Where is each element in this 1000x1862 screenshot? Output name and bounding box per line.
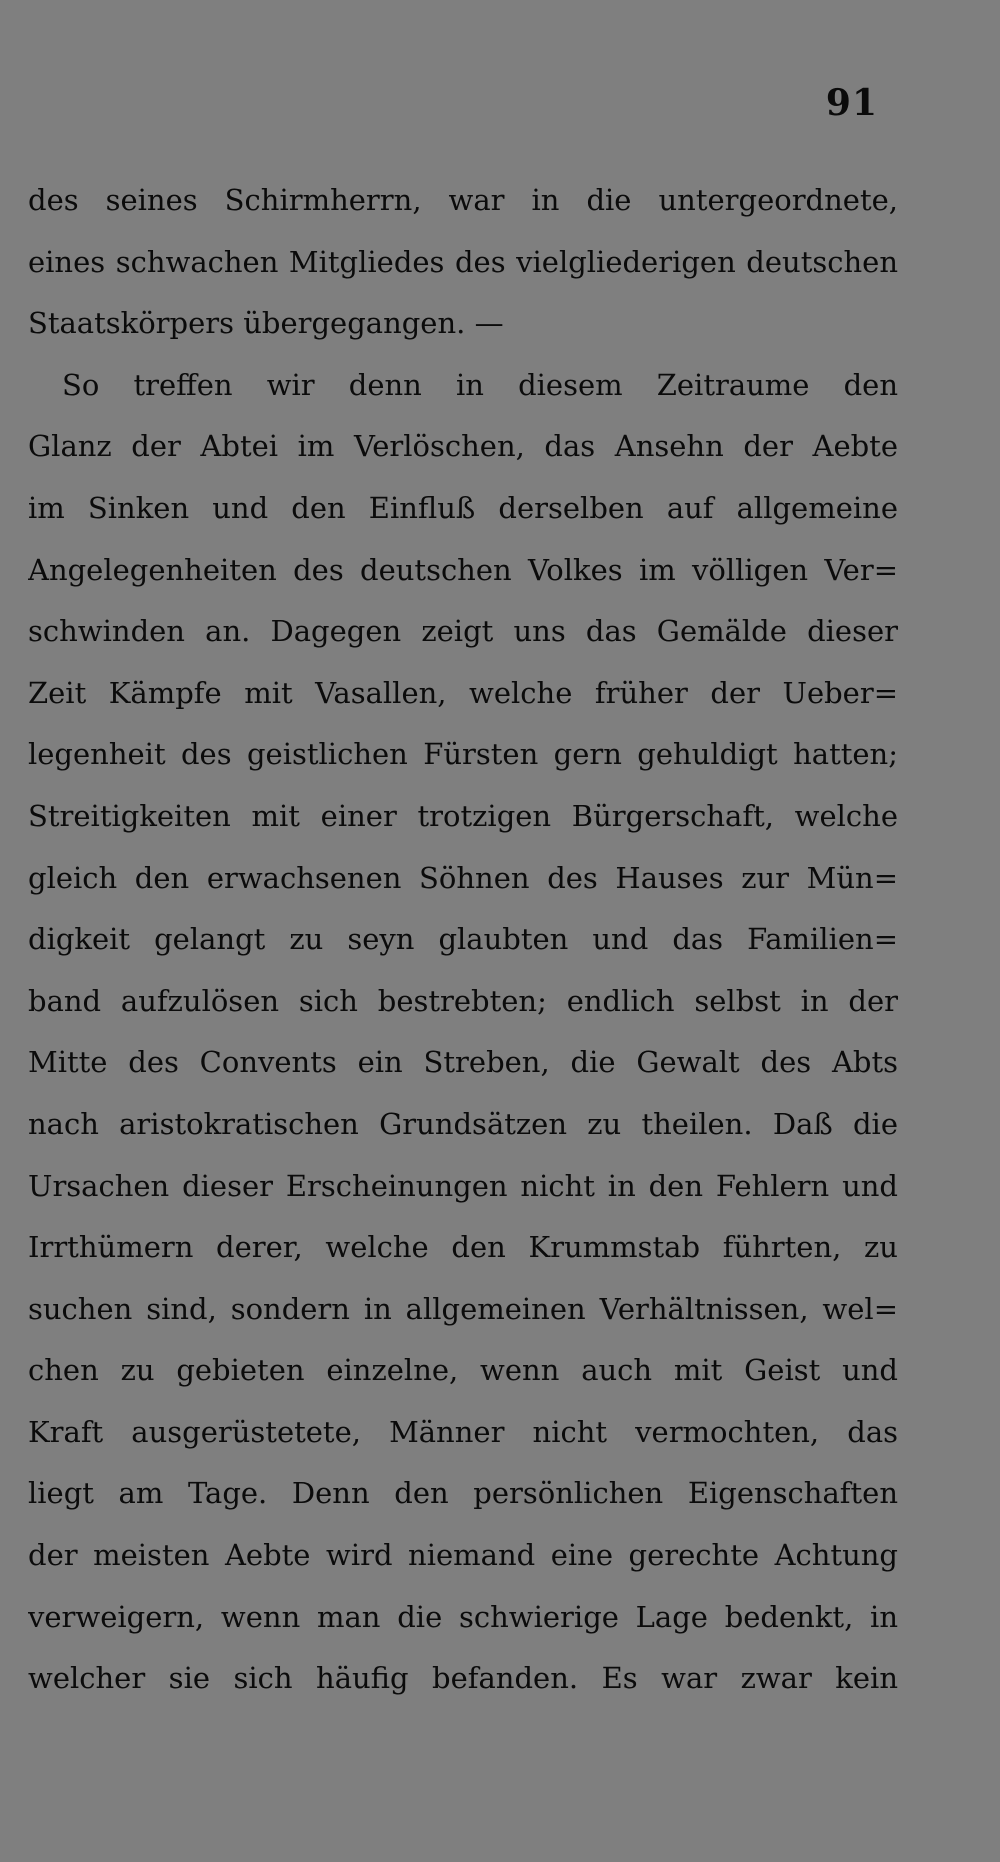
text-line: chen zu gebieten einzelne, wenn auch mit Geist und — [28, 1353, 898, 1388]
text-line: nach aristokratischen Grundsätzen zu theilen. Daß die — [28, 1106, 898, 1141]
text-line: Glanz der Abtei im Verlöschen, das Ansehn der Aebte — [28, 429, 898, 464]
text-line: eines schwachen Mitgliedes des vielgliederigen deutschen — [28, 244, 898, 279]
text-line: im Sinken und den Einfluß derselben auf allgemeine — [28, 490, 898, 525]
text-line: Mitte des Convents ein Streben, die Gewalt des Abts — [28, 1045, 898, 1080]
text-line: Ursachen dieser Erscheinungen nicht in den Fehlern und — [28, 1168, 898, 1203]
text-line: Staatskörpers übergegangen. — — [28, 306, 504, 341]
text-line: des seines Schirmherrn, war in die untergeordnete, — [28, 183, 898, 217]
text-line: verweigern, wenn man die schwierige Lage bedenkt, in — [28, 1599, 898, 1634]
text-line: Zeit Kämpfe mit Vasallen, welche früher der Ueber= — [28, 675, 898, 710]
text-line: digkeit gelangt zu seyn glaubten und das Familien= — [28, 922, 898, 957]
text-line: der meisten Aebte wird niemand eine gerechte Achtung — [28, 1538, 898, 1573]
text-line: suchen sind, sondern in allgemeinen Verhältnissen, wel= — [28, 1291, 898, 1326]
text-line: Irrthümern derer, welche den Krummstab führten, zu — [28, 1230, 898, 1265]
text-line: So treffen wir denn in diesem Zeitraume den — [62, 367, 898, 402]
text-line: welcher sie sich häufig befanden. Es war zwar kein — [28, 1661, 898, 1696]
text-line: Kraft ausgerüstetete, Männer nicht vermochten, das — [28, 1414, 898, 1449]
text-line: schwinden an. Dagegen zeigt uns das Gemälde dieser — [28, 614, 898, 649]
text-line: band aufzulösen sich bestrebten; endlich selbst in der — [28, 983, 898, 1018]
text-line: Angelegenheiten des deutschen Volkes im völligen Ver= — [28, 552, 898, 587]
text-line: gleich den erwachsenen Söhnen des Hauses zur Mün= — [28, 860, 898, 895]
text-line: legenheit des geistlichen Fürsten gern gehuldigt hatten; — [28, 737, 898, 772]
text-line: Streitigkeiten mit einer trotzigen Bürgerschaft, welche — [28, 798, 898, 833]
page-number: 91 — [825, 82, 878, 124]
text-line: liegt am Tage. Denn den persönlichen Eigenschaften — [28, 1476, 898, 1511]
body-text — [28, 170, 898, 1710]
